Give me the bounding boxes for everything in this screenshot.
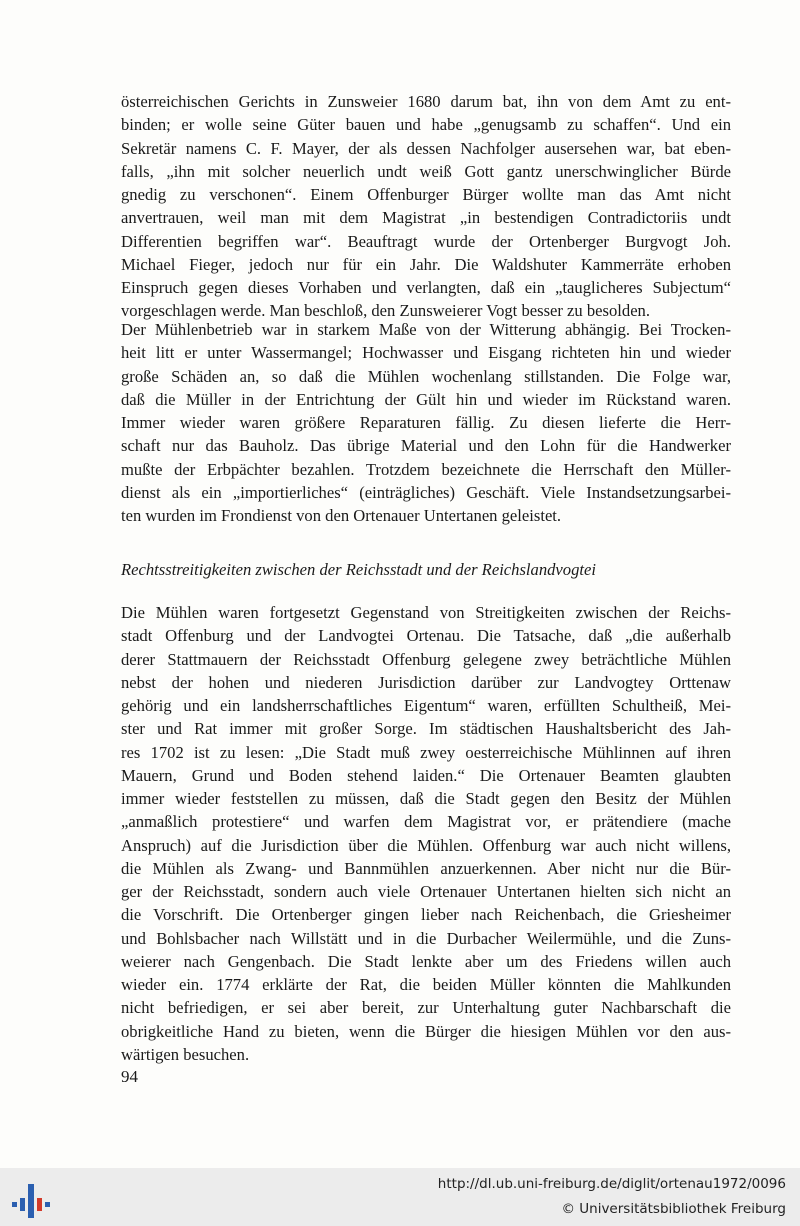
text-line: mußte der Erbpächter bezahlen. Trotzdem bezeichnete die Herrschaft den Müller- (121, 459, 731, 479)
text-line: Einspruch gegen dieses Vorhaben und verlangten, daß ein „tauglicheres Subjectum“ (121, 278, 731, 297)
text-line: Immer wieder waren größere Reparaturen fällig. Zu diesen lieferte die Herr- (121, 413, 731, 432)
text-line: stadt Offenburg und der Landvogtei Ortenau. Die Tatsache, daß „die außerhalb (121, 626, 731, 646)
paragraph-3 (121, 601, 731, 1066)
text-line: immer wieder feststellen zu müssen, daß die Stadt gegen den Besitz der Mühlen (121, 789, 731, 808)
text-line: nicht befriedigen, er sei aber bereit, zur Unterhaltung guter Nachbarschaft die (121, 998, 731, 1018)
source-url-link[interactable]: http://dl.ub.uni-freiburg.de/diglit/ortenau1972/0096 (437, 1176, 786, 1192)
text-line: nebst der hohen und niederen Jurisdiction darüber zur Landvogtey Orttenaw (121, 672, 731, 692)
library-logo-icon (10, 1178, 52, 1220)
paragraph-2 (121, 318, 731, 527)
text-line: große Schäden an, so daß die Mühlen wochenlang stillstanden. Die Folge war, (121, 366, 731, 386)
text-line: dienst als ein „importierliches“ (einträgliches) Geschäft. Viele Instandsetzungsarbei- (121, 482, 731, 502)
text-line: österreichischen Gerichts in Zunsweier 1680 darum bat, ihn von dem Amt zu ent- (121, 92, 731, 111)
text-line: falls, „ihn mit solcher neuerlich undt weiß Gott gantz unerschwinglicher Bürde (121, 161, 731, 181)
text-line: ten wurden im Frondienst von den Ortenauer Untertanen geleistet. (121, 506, 562, 525)
text-line: gehörig und ein landsherrschaftliches Eigentum“ waren, erfüllten Schultheiß, Mei- (121, 696, 731, 715)
text-line: Michael Fieger, jedoch nur für ein Jahr. Die Waldshuter Kammerräte erhoben (121, 254, 731, 274)
copyright-notice: © Universitätsbibliothek Freiburg (561, 1201, 786, 1217)
section-heading: Rechtsstreitigkeiten zwischen der Reichsstadt und der Reichslandvogtei (121, 560, 596, 579)
text-line: heit litt er unter Wassermangel; Hochwasser und Eisgang richteten hin und wieder (121, 343, 731, 363)
text-line: vorgeschlagen werde. Man beschloß, den Zunsweierer Vogt besser zu besolden. (121, 301, 651, 321)
text-line: wärtigen besuchen. (121, 1044, 250, 1064)
text-line: „anmaßlich protestiere“ und warfen dem Magistrat vor, er prätendiere (mache (121, 812, 731, 832)
footer-bar (0, 1168, 800, 1226)
text-line: Der Mühlenbetrieb war in starkem Maße von der Witterung abhängig. Bei Trocken- (121, 320, 731, 339)
text-line: res 1702 ist zu lesen: „Die Stadt muß zwey oesterreichische Mühlinnen auf ihren (121, 742, 731, 762)
paragraph-1 (121, 90, 731, 323)
text-line: ster und Rat immer mit großer Sorge. Im städtischen Haushaltsbericht des Jah- (121, 719, 731, 739)
text-line: anvertrauen, weil man mit dem Magistrat „in bestendigen Contradictoriis undt (121, 208, 731, 228)
text-line: wieder ein. 1774 erklärte der Rat, die beiden Müller könnten die Mahlkunden (121, 975, 731, 994)
text-line: derer Stattmauern der Reichsstadt Offenburg gelegene zwey beträchtliche Mühlen (121, 649, 731, 669)
text-line: Sekretär namens C. F. Mayer, der als dessen Nachfolger ausersehen war, bat eben- (121, 138, 731, 158)
text-line: die Mühlen als Zwang- und Bannmühlen anzuerkennen. Aber nicht nur die Bür- (121, 858, 731, 878)
text-line: Mauern, Grund und Boden stehend laiden.“ Die Ortenauer Beamten glaubten (121, 765, 731, 785)
text-line: Anspruch) auf die Jurisdiction über die Mühlen. Offenburg war auch nicht willens, (121, 835, 731, 855)
page-number: 94 (121, 1067, 138, 1086)
text-line: die Vorschrift. Die Ortenberger gingen lieber nach Reichenbach, die Griesheimer (121, 905, 731, 925)
text-line: daß die Müller in der Entrichtung der Gült hin und wieder im Rückstand waren. (121, 389, 731, 409)
text-line: gnedig zu verschonen“. Einem Offenburger Bürger wollte man das Amt nicht (121, 185, 731, 204)
text-line: schaft nur das Bauholz. Das übrige Material und den Lohn für die Handwerker (121, 436, 731, 456)
text-line: Die Mühlen waren fortgesetzt Gegenstand von Streitigkeiten zwischen der Reichs- (121, 603, 731, 622)
text-line: ger der Reichsstadt, sondern auch viele Ortenauer Untertanen hielten sich nicht an (121, 882, 731, 901)
text-line: binden; er wolle seine Güter bauen und habe „genugsamb zu schaffen“. Und ein (121, 115, 731, 135)
text-line: obrigkeitliche Hand zu bieten, wenn die Bürger die hiesigen Mühlen vor den aus- (121, 1021, 731, 1041)
text-line: weierer nach Gengenbach. Die Stadt lenkte aber um des Friedens willen auch (121, 951, 731, 971)
text-line: und Bohlsbacher nach Willstätt und in die Durbacher Weilermühle, und die Zuns- (121, 928, 731, 948)
text-line: Differentien begriffen war“. Beauftragt wurde der Ortenberger Burgvogt Joh. (121, 231, 731, 251)
